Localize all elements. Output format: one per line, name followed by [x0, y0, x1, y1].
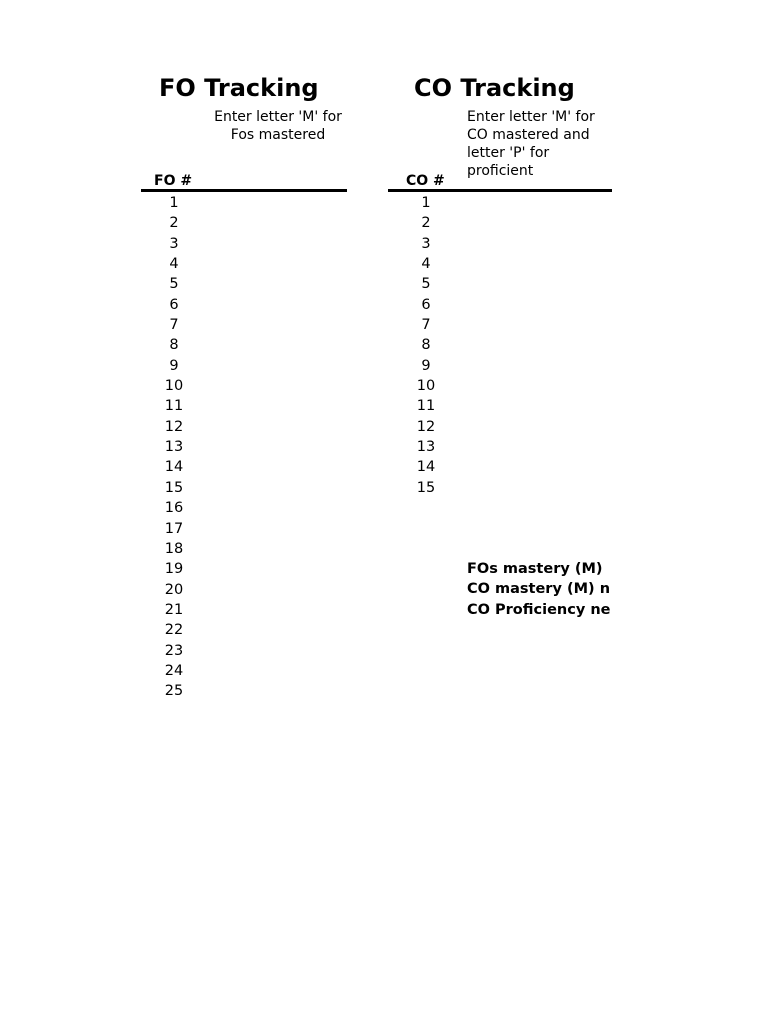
- co-row-number: 15: [416, 479, 436, 496]
- summary-fo-mastery: FOs mastery (M): [467, 561, 603, 577]
- fo-row-number: 10: [164, 378, 184, 395]
- co-row-number: 1: [421, 195, 431, 211]
- co-row-number: 9: [421, 357, 431, 374]
- co-row-number: 5: [421, 276, 431, 293]
- co-row-number: 10: [416, 378, 436, 395]
- summary-co-mastery: CO mastery (M) n: [467, 581, 611, 598]
- co-instruction: Enter letter 'M' for CO mastered and letter 'P' for proficient: [467, 109, 595, 179]
- fo-row-number: 14: [164, 459, 184, 476]
- co-row-number: 14: [416, 459, 436, 476]
- fo-column-header: FO #: [154, 173, 193, 189]
- fo-row-number: 13: [164, 439, 184, 456]
- fo-row-number: 12: [164, 418, 184, 435]
- co-row-number: 3: [421, 235, 431, 252]
- fo-row-number: 11: [164, 398, 184, 415]
- fo-tracking-title: FO Tracking: [159, 74, 319, 102]
- fo-row-number: 17: [164, 520, 184, 537]
- co-header-rule: [388, 189, 612, 192]
- summary-co-proficiency: CO Proficiency ne: [467, 601, 611, 618]
- co-column-header: CO #: [406, 173, 445, 189]
- fo-row-number: 21: [164, 601, 184, 618]
- fo-row-number: 16: [164, 500, 184, 517]
- co-row-number: 8: [421, 337, 431, 354]
- fo-row-number: 9: [169, 357, 179, 374]
- co-row-number: 4: [421, 256, 431, 273]
- fo-row-number: 1: [169, 195, 179, 211]
- fo-row-number: 3: [169, 235, 179, 252]
- fo-row-number: 23: [164, 642, 184, 659]
- fo-row-number: 18: [164, 540, 184, 557]
- co-row-number: 6: [421, 296, 431, 313]
- co-row-number: 7: [421, 317, 431, 334]
- fo-number-list: [154, 193, 194, 702]
- co-row-number: 13: [416, 439, 436, 456]
- fo-row-number: 15: [164, 479, 184, 496]
- co-tracking-title: CO Tracking: [414, 74, 575, 102]
- co-row-number: 11: [416, 398, 436, 415]
- co-row-number: 12: [416, 418, 436, 435]
- fo-row-number: 7: [169, 317, 179, 334]
- fo-header-rule: [141, 189, 347, 192]
- fo-row-number: 6: [169, 296, 179, 313]
- summary-block: [467, 559, 612, 620]
- co-row-number: 2: [421, 215, 431, 232]
- fo-row-number: 22: [164, 622, 184, 639]
- fo-row-number: 8: [169, 337, 179, 354]
- fo-instruction: Enter letter 'M' for Fos mastered: [214, 109, 342, 143]
- fo-row-number: 2: [169, 215, 179, 232]
- fo-row-number: 25: [164, 683, 184, 700]
- fo-row-number: 19: [164, 561, 184, 578]
- fo-row-number: 20: [164, 581, 184, 598]
- co-number-list: [406, 193, 446, 498]
- fo-row-number: 5: [169, 276, 179, 293]
- fo-row-number: 4: [169, 256, 179, 273]
- fo-row-number: 24: [164, 662, 184, 679]
